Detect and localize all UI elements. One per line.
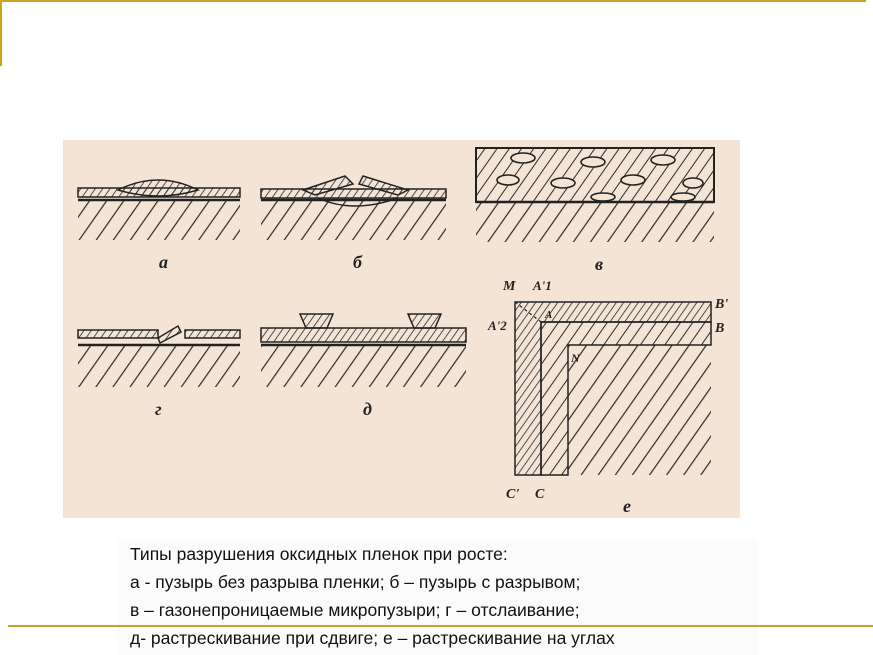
point-label-c: C [535, 487, 545, 502]
oxide-film-figure [63, 140, 740, 518]
panel-v [476, 148, 714, 242]
caption-line-1: Типы разрушения оксидных пленок при росте: [130, 544, 508, 564]
panel-g [78, 326, 240, 387]
panel-a [78, 180, 240, 240]
point-label-a1: A'1 [533, 278, 552, 293]
panel-label-a: а [159, 252, 168, 272]
point-label-m: M [503, 279, 516, 294]
point-label-n: N [571, 351, 580, 365]
caption-line-4: д- растрескивание при сдвиге; е – растрескивание на углах [130, 628, 615, 648]
panel-d [261, 314, 466, 387]
point-label-b1: B' [715, 297, 729, 312]
point-label-c1: C' [506, 487, 520, 502]
panel-label-g: г [155, 399, 162, 419]
bottom-rule [8, 625, 873, 627]
figure-caption [118, 540, 758, 655]
point-label-a2: A'2 [488, 318, 507, 333]
panel-label-v: в [595, 254, 604, 274]
caption-line-2: а - пузырь без разрыва пленки; б – пузырь с разрывом; [130, 572, 581, 592]
caption-line-3: в – газонепроницаемые микропузыри; г – отслаивание; [130, 600, 580, 620]
panel-e [515, 302, 711, 475]
top-rule [0, 0, 866, 2]
panel-label-e: е [623, 496, 631, 516]
panel-label-d: д [363, 399, 372, 419]
left-rule [0, 0, 2, 66]
panel-label-b: б [353, 252, 362, 272]
figure-drawing [63, 140, 740, 518]
point-label-b: B [715, 321, 725, 336]
point-label-a: A [545, 309, 553, 321]
panel-b [261, 176, 446, 240]
